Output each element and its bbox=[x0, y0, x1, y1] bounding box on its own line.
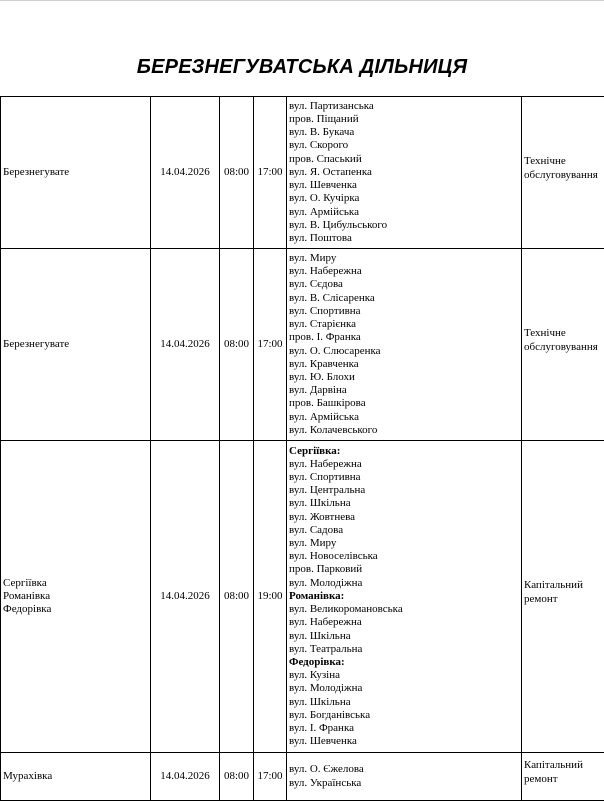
street-item: вул. Колачевського bbox=[289, 424, 519, 437]
end-time-cell: 17:00 bbox=[254, 249, 287, 441]
settlement-name: Березнегувате bbox=[3, 166, 148, 179]
street-item: вул. Садова bbox=[289, 524, 519, 537]
street-item: вул. Жовтнева bbox=[289, 511, 519, 524]
work-type-line: обслуговування bbox=[524, 341, 604, 354]
settlement-name: Мурахівка bbox=[3, 770, 148, 783]
street-item: вул. Шкільна bbox=[289, 630, 519, 643]
start-time-cell: 08:00 bbox=[220, 249, 254, 441]
street-item: пров. І. Франка bbox=[289, 331, 519, 344]
street-item: вул. Центральна bbox=[289, 484, 519, 497]
street-item: вул. Набережна bbox=[289, 616, 519, 629]
street-item: вул. Миру bbox=[289, 252, 519, 265]
work-type-cell bbox=[522, 249, 604, 441]
street-item: вул. Набережна bbox=[289, 458, 519, 471]
street-item: вул. В. Слісаренка bbox=[289, 292, 519, 305]
table-row bbox=[1, 753, 604, 801]
street-item: вул. Кузіна bbox=[289, 669, 519, 682]
streets-cell bbox=[287, 441, 522, 753]
table-row bbox=[1, 441, 604, 753]
street-item: вул. О. Кучірка bbox=[289, 192, 519, 205]
work-type-text bbox=[524, 759, 604, 785]
settlement-group-heading: Сергіївка: bbox=[289, 445, 519, 458]
work-type-line: Технічне bbox=[524, 155, 604, 168]
street-item: вул. Старієнка bbox=[289, 318, 519, 331]
street-item: вул. Армійська bbox=[289, 206, 519, 219]
settlement-cell bbox=[1, 97, 151, 249]
settlement-name: Федорівка bbox=[3, 603, 148, 616]
start-time-cell: 08:00 bbox=[220, 97, 254, 249]
work-type-line: ремонт bbox=[524, 593, 604, 606]
work-type-cell bbox=[522, 97, 604, 249]
street-item: вул. Я. Остапенка bbox=[289, 166, 519, 179]
street-item: пров. Піщаний bbox=[289, 113, 519, 126]
street-item: вул. Кравченка bbox=[289, 358, 519, 371]
settlement-cell bbox=[1, 249, 151, 441]
start-time-cell: 08:00 bbox=[220, 753, 254, 801]
street-item: вул. І. Франка bbox=[289, 722, 519, 735]
date-cell: 14.04.2026 bbox=[151, 441, 220, 753]
street-item: вул. Поштова bbox=[289, 232, 519, 245]
street-item: вул. Дарвіна bbox=[289, 384, 519, 397]
end-time-cell: 17:00 bbox=[254, 753, 287, 801]
date-cell: 14.04.2026 bbox=[151, 249, 220, 441]
streets-cell bbox=[287, 753, 522, 801]
street-item: вул. Шкільна bbox=[289, 497, 519, 510]
street-item: вул. Новоселівська bbox=[289, 550, 519, 563]
street-item: вул. В. Букача bbox=[289, 126, 519, 139]
settlement-group-heading: Федорівка: bbox=[289, 656, 519, 669]
start-time-cell: 08:00 bbox=[220, 441, 254, 753]
page-title: БЕРЕЗНЕГУВАТСЬКА ДІЛЬНИЦЯ bbox=[0, 56, 604, 79]
street-item: вул. Молодіжна bbox=[289, 682, 519, 695]
street-item: вул. Богданівська bbox=[289, 709, 519, 722]
street-item: вул. Молодіжна bbox=[289, 577, 519, 590]
table-row bbox=[1, 97, 604, 249]
street-item: вул. Театральна bbox=[289, 643, 519, 656]
street-item: пров. Парковий bbox=[289, 563, 519, 576]
streets-cell bbox=[287, 249, 522, 441]
street-item: вул. О. Єжелова bbox=[289, 763, 519, 776]
street-item: вул. Ю. Блохи bbox=[289, 371, 519, 384]
work-type-line: Технічне bbox=[524, 327, 604, 340]
street-item: вул. Партизанська bbox=[289, 100, 519, 113]
street-item: вул. Спортивна bbox=[289, 305, 519, 318]
end-time-cell: 19:00 bbox=[254, 441, 287, 753]
street-item: вул. Скорого bbox=[289, 139, 519, 152]
settlement-name: Романівка bbox=[3, 590, 148, 603]
street-item: вул. О. Слюсаренка bbox=[289, 345, 519, 358]
settlement-cell bbox=[1, 753, 151, 801]
street-item: вул. Набережна bbox=[289, 265, 519, 278]
work-type-line: ремонт bbox=[524, 773, 604, 786]
work-type-text bbox=[524, 155, 604, 181]
settlement-name: Сергіївка bbox=[3, 577, 148, 590]
outage-schedule-table bbox=[0, 96, 604, 801]
street-item: пров. Башкірова bbox=[289, 397, 519, 410]
streets-cell bbox=[287, 97, 522, 249]
work-type-cell bbox=[522, 753, 604, 801]
street-item: вул. В. Цибульського bbox=[289, 219, 519, 232]
date-cell: 14.04.2026 bbox=[151, 97, 220, 249]
street-item: вул. Шевченка bbox=[289, 179, 519, 192]
work-type-line: обслуговування bbox=[524, 169, 604, 182]
top-border-line bbox=[0, 0, 604, 1]
street-item: вул. Миру bbox=[289, 537, 519, 550]
settlement-group-heading: Романівка: bbox=[289, 590, 519, 603]
street-item: вул. Шевченка bbox=[289, 735, 519, 748]
street-item: вул. Шкільна bbox=[289, 696, 519, 709]
work-type-text bbox=[524, 327, 604, 353]
settlement-name: Березнегувате bbox=[3, 338, 148, 351]
work-type-cell bbox=[522, 441, 604, 753]
settlement-cell bbox=[1, 441, 151, 753]
work-type-line: Капітальний bbox=[524, 759, 604, 772]
street-item: вул. Великоромановська bbox=[289, 603, 519, 616]
table-row bbox=[1, 249, 604, 441]
street-item: вул. Армійська bbox=[289, 411, 519, 424]
date-cell: 14.04.2026 bbox=[151, 753, 220, 801]
street-item: вул. Сєдова bbox=[289, 278, 519, 291]
work-type-text bbox=[524, 579, 604, 605]
street-item: пров. Спаський bbox=[289, 153, 519, 166]
street-item: вул. Українська bbox=[289, 777, 519, 790]
work-type-line: Капітальний bbox=[524, 579, 604, 592]
end-time-cell: 17:00 bbox=[254, 97, 287, 249]
street-item: вул. Спортивна bbox=[289, 471, 519, 484]
